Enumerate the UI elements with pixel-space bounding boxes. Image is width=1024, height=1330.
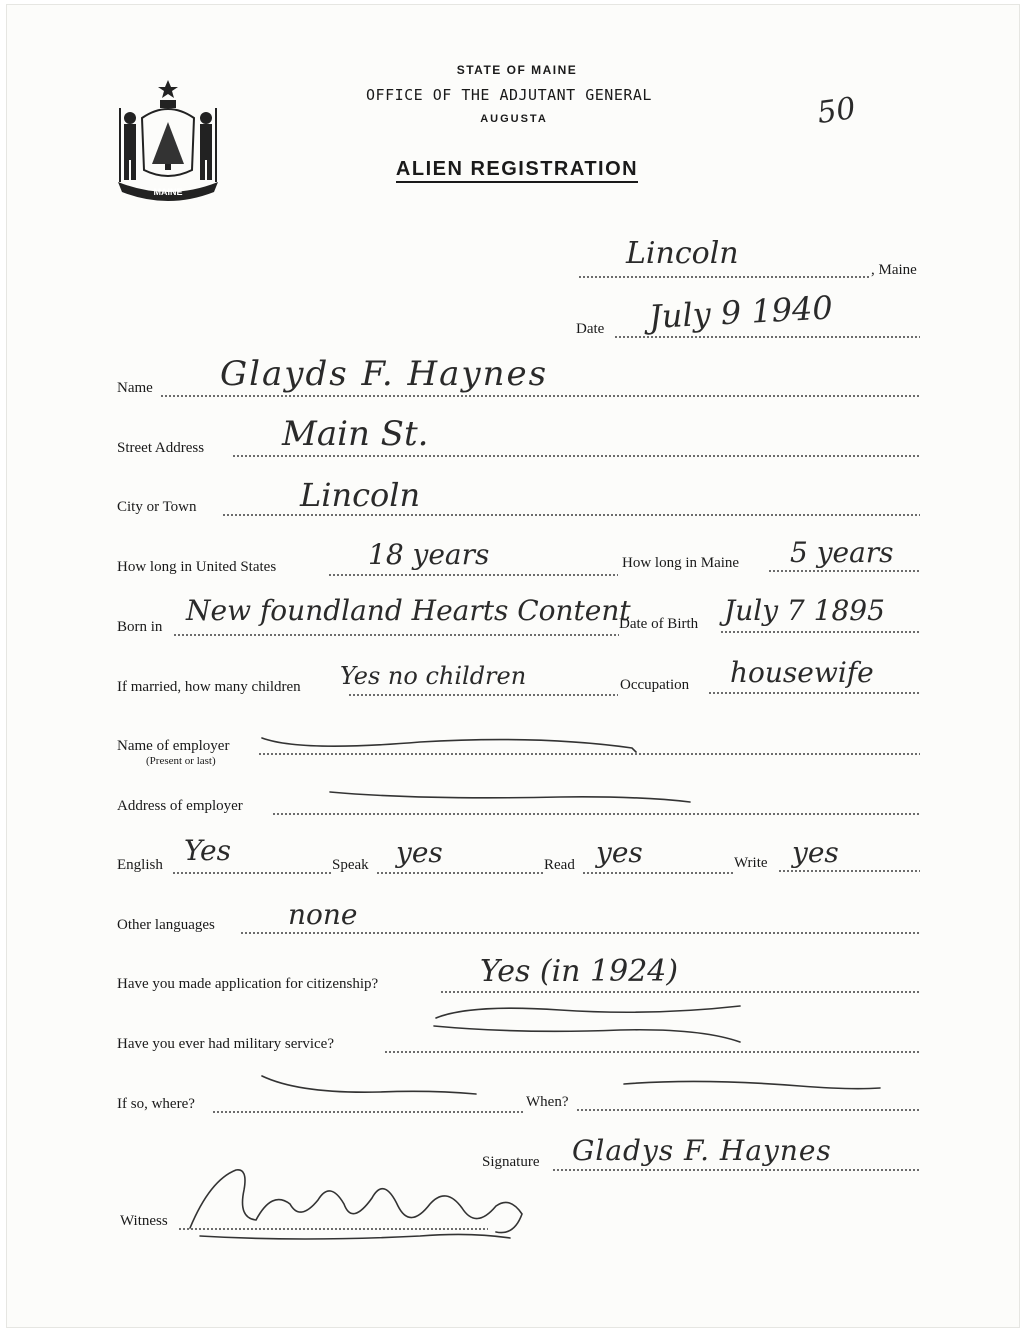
occupation-value: housewife	[730, 656, 874, 689]
state-heading: STATE OF MAINE	[456, 63, 578, 77]
date-line	[614, 336, 920, 338]
street-address-value: Main St.	[282, 414, 429, 454]
signature-value: Gladys F. Haynes	[572, 1134, 832, 1167]
when-label: When?	[526, 1094, 569, 1110]
name-label: Name	[117, 380, 153, 396]
maine-label: , Maine	[871, 262, 917, 278]
street-address-line	[232, 455, 920, 457]
office-heading: OFFICE OF THE ADJUTANT GENERAL	[366, 86, 652, 104]
citizenship-value: Yes (in 1924)	[480, 954, 679, 989]
employer-name-line	[258, 753, 920, 755]
speak-value: yes	[396, 836, 443, 869]
how-long-us-label: How long in United States	[117, 559, 277, 575]
citizenship-label: Have you made application for citizenship?	[117, 976, 379, 992]
city-heading: AUGUSTA	[480, 113, 548, 125]
where-label: If so, where?	[117, 1096, 195, 1112]
employer-address-line	[272, 813, 920, 815]
how-long-us-line	[328, 574, 618, 576]
city-or-town-label: City or Town	[117, 499, 197, 515]
seal-text: MAINE	[153, 187, 183, 197]
children-label: If married, how many children	[117, 679, 301, 695]
how-long-maine-line	[768, 570, 920, 572]
employer-name-label: Name of employer	[117, 738, 230, 754]
how-long-maine-label: How long in Maine	[622, 555, 740, 571]
city-or-town-value: Lincoln	[300, 476, 421, 514]
speak-label: Speak	[332, 857, 369, 873]
write-label: Write	[734, 855, 768, 871]
english-line	[172, 872, 332, 874]
how-long-us-value: 18 years	[368, 538, 490, 571]
name-line	[160, 395, 920, 397]
children-value: Yes no children	[340, 662, 527, 690]
military-label: Have you ever had military service?	[117, 1036, 334, 1052]
place-value: Lincoln	[626, 236, 739, 271]
date-value: July 9 1940	[648, 288, 834, 336]
other-languages-label: Other languages	[117, 917, 215, 933]
date-of-birth-value: July 7 1895	[724, 594, 885, 627]
english-value: Yes	[184, 834, 231, 867]
name-value: Glayds F. Haynes	[220, 354, 549, 394]
when-line	[576, 1109, 920, 1111]
citizenship-line	[440, 991, 920, 993]
born-in-value: New foundland Hearts Content	[186, 594, 631, 627]
date-of-birth-label: Date of Birth	[619, 616, 699, 632]
city-or-town-line	[222, 514, 920, 516]
where-line	[212, 1111, 524, 1113]
file-number: 50	[815, 91, 858, 131]
occupation-line	[708, 692, 920, 694]
how-long-maine-value: 5 years	[790, 536, 894, 569]
write-value: yes	[792, 836, 839, 869]
other-languages-value: none	[288, 898, 358, 931]
place-line	[578, 276, 870, 278]
date-of-birth-line	[720, 631, 920, 633]
other-languages-line	[240, 932, 920, 934]
born-in-label: Born in	[117, 619, 163, 635]
signature-line	[552, 1169, 920, 1171]
signature-label: Signature	[482, 1154, 540, 1170]
street-address-label: Street Address	[117, 440, 205, 456]
read-label: Read	[544, 857, 575, 873]
read-value: yes	[596, 836, 643, 869]
speak-line	[376, 872, 544, 874]
read-line	[582, 872, 734, 874]
children-line	[348, 694, 618, 696]
occupation-label: Occupation	[620, 677, 690, 693]
employer-name-sublabel: (Present or last)	[146, 755, 216, 767]
form-title: ALIEN REGISTRATION	[5, 158, 1024, 181]
born-in-line	[173, 634, 619, 636]
military-line	[384, 1051, 920, 1053]
witness-line	[178, 1228, 488, 1230]
employer-address-label: Address of employer	[117, 798, 243, 814]
english-label: English	[117, 857, 163, 873]
write-line	[778, 870, 920, 872]
date-label: Date	[576, 321, 605, 337]
witness-label: Witness	[120, 1213, 168, 1229]
